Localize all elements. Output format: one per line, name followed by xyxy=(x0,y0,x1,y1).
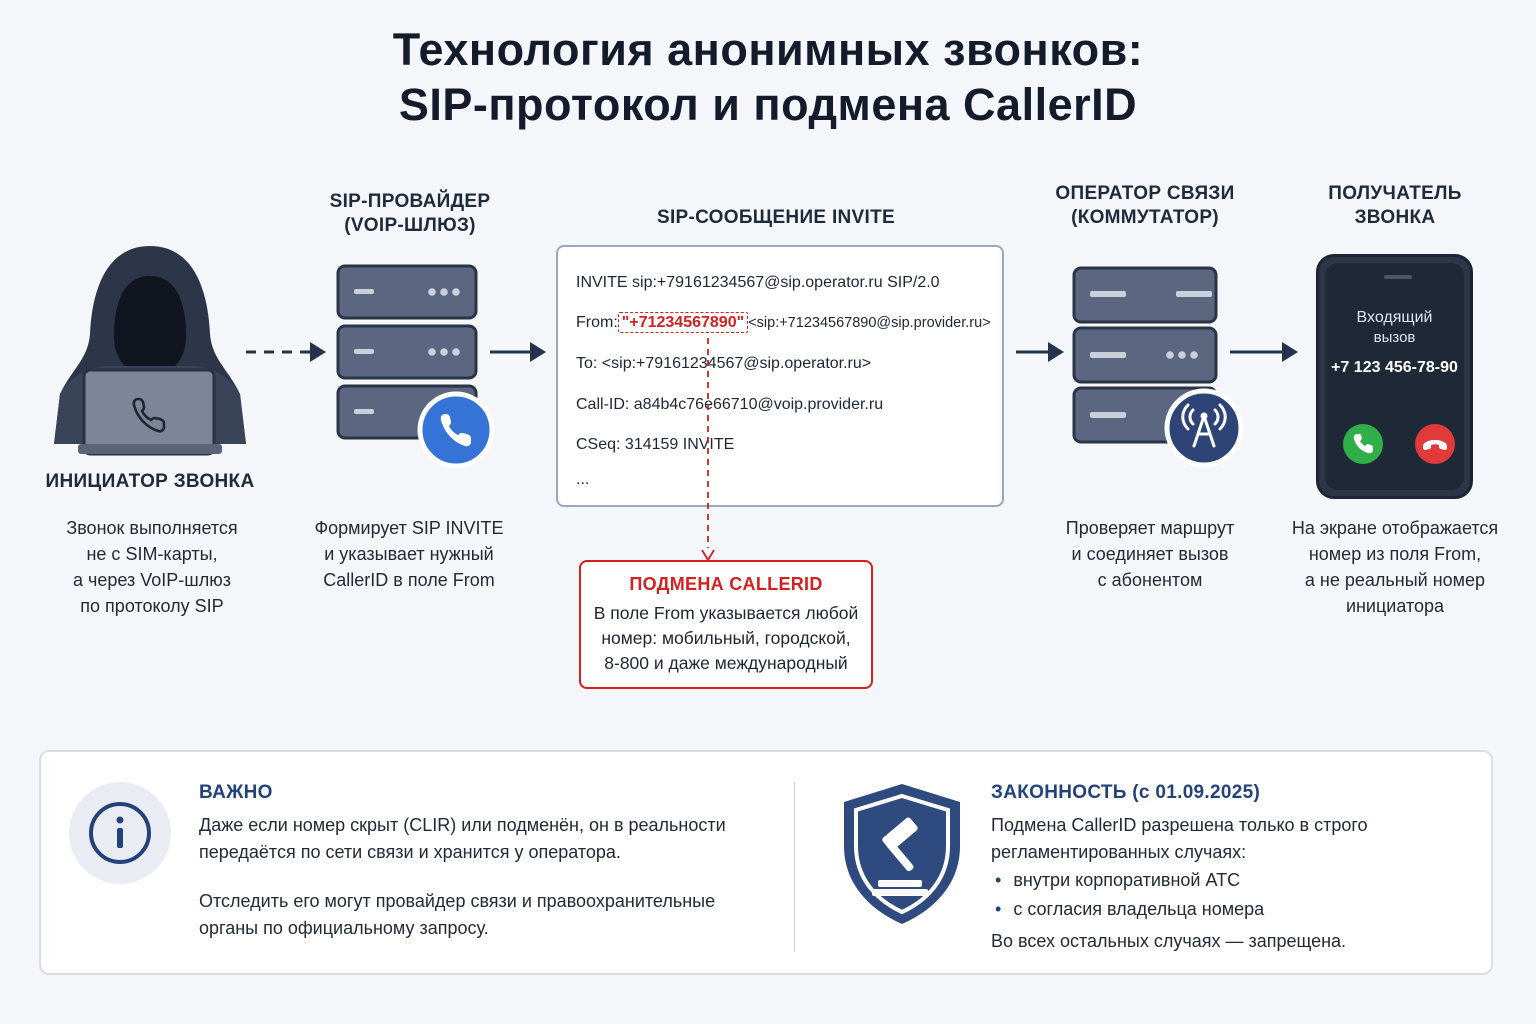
legality-line: регламентированных случаях: xyxy=(991,842,1247,862)
incoming-call-label: Входящий xyxy=(1356,309,1433,326)
arrow-right-icon xyxy=(1230,340,1302,364)
initiator-desc-line: а через VoIP-шлюз xyxy=(72,570,231,590)
operator-desc-line: Проверяет маршрут xyxy=(1065,518,1235,538)
initiator-desc xyxy=(30,515,274,619)
spoof-callout xyxy=(579,560,873,689)
provider-head-line: (VOIP-ШЛЮЗ) xyxy=(344,215,476,236)
important-line: Даже если номер скрыт (CLIR) или подменён, он в реальности xyxy=(199,815,726,835)
sip-from-tail: <sip:+71234567890@sip.provider.ru> xyxy=(748,315,991,331)
gavel-shield-icon xyxy=(836,780,968,928)
operator-head xyxy=(1035,182,1255,230)
decline-call-button[interactable] xyxy=(1415,424,1455,464)
provider-desc-line: CallerID в поле From xyxy=(323,570,495,590)
spoof-text-line: В поле From указывается любой xyxy=(593,603,859,623)
receiver-desc-line: инициатора xyxy=(1345,596,1445,616)
phone-speaker xyxy=(1384,275,1412,279)
important-line: Отследить его могут провайдер связи и правоохранительные xyxy=(199,891,716,911)
accept-call-button[interactable] xyxy=(1343,424,1383,464)
sip-callid-line: Call-ID: a84b4c76e66710@voip.provider.ru xyxy=(576,396,884,413)
info-icon-bg xyxy=(69,782,171,884)
receiver-desc-line: а не реальный номер xyxy=(1304,570,1486,590)
title-line-1: Технология анонимных звонков: xyxy=(392,24,1144,75)
provider-desc-line: и указывает нужный xyxy=(324,544,494,564)
antenna-icon xyxy=(1167,391,1241,465)
operator-desc xyxy=(1025,515,1275,593)
sip-invite-line: INVITE sip:+79161234567@sip.operator.ru SIP/2.0 xyxy=(576,274,940,291)
server-icon xyxy=(336,264,496,470)
legality-bullet-text: внутри корпоративной АТС xyxy=(1013,870,1241,890)
title-line-2: SIP-протокол и подмена CallerID xyxy=(398,79,1138,130)
spoof-connector xyxy=(700,338,716,562)
sip-from-number: "+71234567890" xyxy=(618,312,748,333)
sip-from-line xyxy=(576,314,991,332)
spoof-text-line: 8-800 и даже международный xyxy=(604,653,848,673)
legality-bullet xyxy=(995,870,1240,891)
operator-desc-line: и соединяет вызов xyxy=(1071,544,1229,564)
info-panel xyxy=(39,750,1493,975)
sip-cseq-line: CSeq: 314159 INVITE xyxy=(576,436,735,453)
accept-phone-icon xyxy=(1343,424,1383,464)
operator-head-line: ОПЕРАТОР СВЯЗИ xyxy=(1055,183,1235,204)
page-title xyxy=(0,22,1536,132)
incoming-call-sub: вызов xyxy=(1373,329,1416,346)
provider-desc xyxy=(289,515,529,593)
provider-head xyxy=(300,190,520,238)
sip-head: SIP-СООБЩЕНИЕ INVITE xyxy=(656,207,895,228)
arrow-right-icon xyxy=(490,340,550,364)
legality-bullet-text: с согласия владельца номера xyxy=(1013,899,1265,919)
important-line: передаётся по сети связи и хранится у оператора. xyxy=(199,842,621,862)
phone-screen xyxy=(1325,263,1464,490)
sip-ellipsis: ... xyxy=(576,471,590,488)
info-icon xyxy=(69,782,171,884)
receiver-desc xyxy=(1280,515,1510,619)
legality-head: ЗАКОННОСТЬ (с 01.09.2025) xyxy=(991,782,1261,803)
bullet-dot: • xyxy=(995,870,1002,890)
operator-desc-line: с абонентом xyxy=(1097,570,1203,590)
receiver-head xyxy=(1295,182,1495,230)
initiator-desc-line: по протоколу SIP xyxy=(80,596,224,616)
decline-phone-icon xyxy=(1415,424,1455,464)
panel-divider xyxy=(794,782,795,952)
laptop-icon xyxy=(84,370,214,454)
provider-desc-line: Формирует SIP INVITE xyxy=(314,518,504,538)
caller-number: +7 123 456-78-90 xyxy=(1331,359,1458,376)
operator-head-line: (КОММУТАТОР) xyxy=(1071,207,1219,228)
important-p1 xyxy=(199,812,726,866)
sip-invite-box xyxy=(556,245,1004,507)
hacker-icon xyxy=(52,244,248,456)
important-p2 xyxy=(199,888,715,942)
legality-bullet xyxy=(995,899,1264,920)
sip-from-prefix: From: xyxy=(576,314,618,331)
receiver-desc-line: номер из поля From, xyxy=(1308,544,1482,564)
bullet-dot: • xyxy=(995,899,1002,919)
receiver-head-line: ПОЛУЧАТЕЛЬ xyxy=(1328,183,1462,204)
receiver-head-line: ЗВОНКА xyxy=(1354,207,1436,228)
spoof-text xyxy=(581,601,871,676)
provider-head-line: SIP-ПРОВАЙДЕР xyxy=(329,191,491,212)
phone-badge-icon xyxy=(420,394,492,466)
receiver-desc-line: На экране отображается xyxy=(1291,518,1499,538)
arrow-right-icon xyxy=(1016,340,1068,364)
smartphone xyxy=(1316,254,1473,499)
sip-to-line: To: <sip:+79161234567@sip.operator.ru> xyxy=(576,355,872,372)
important-head: ВАЖНО xyxy=(199,782,273,803)
spoof-text-line: номер: мобильный, городской, xyxy=(601,628,851,648)
server-icon xyxy=(1072,266,1244,472)
important-line: органы по официальному запросу. xyxy=(199,918,489,938)
arrow-right-icon xyxy=(246,340,330,364)
legality-line: Подмена CallerID разрешена только в строго xyxy=(991,815,1368,835)
spoof-title: ПОДМЕНА CALLERID xyxy=(629,574,823,594)
initiator-label: ИНИЦИАТОР ЗВОНКА xyxy=(45,471,255,492)
initiator-desc-line: Звонок выполняется xyxy=(66,518,238,538)
initiator-desc-line: не с SIM-карты, xyxy=(86,544,218,564)
legality-intro xyxy=(991,812,1368,866)
legality-outro: Во всех остальных случаях — запрещена. xyxy=(991,931,1347,951)
